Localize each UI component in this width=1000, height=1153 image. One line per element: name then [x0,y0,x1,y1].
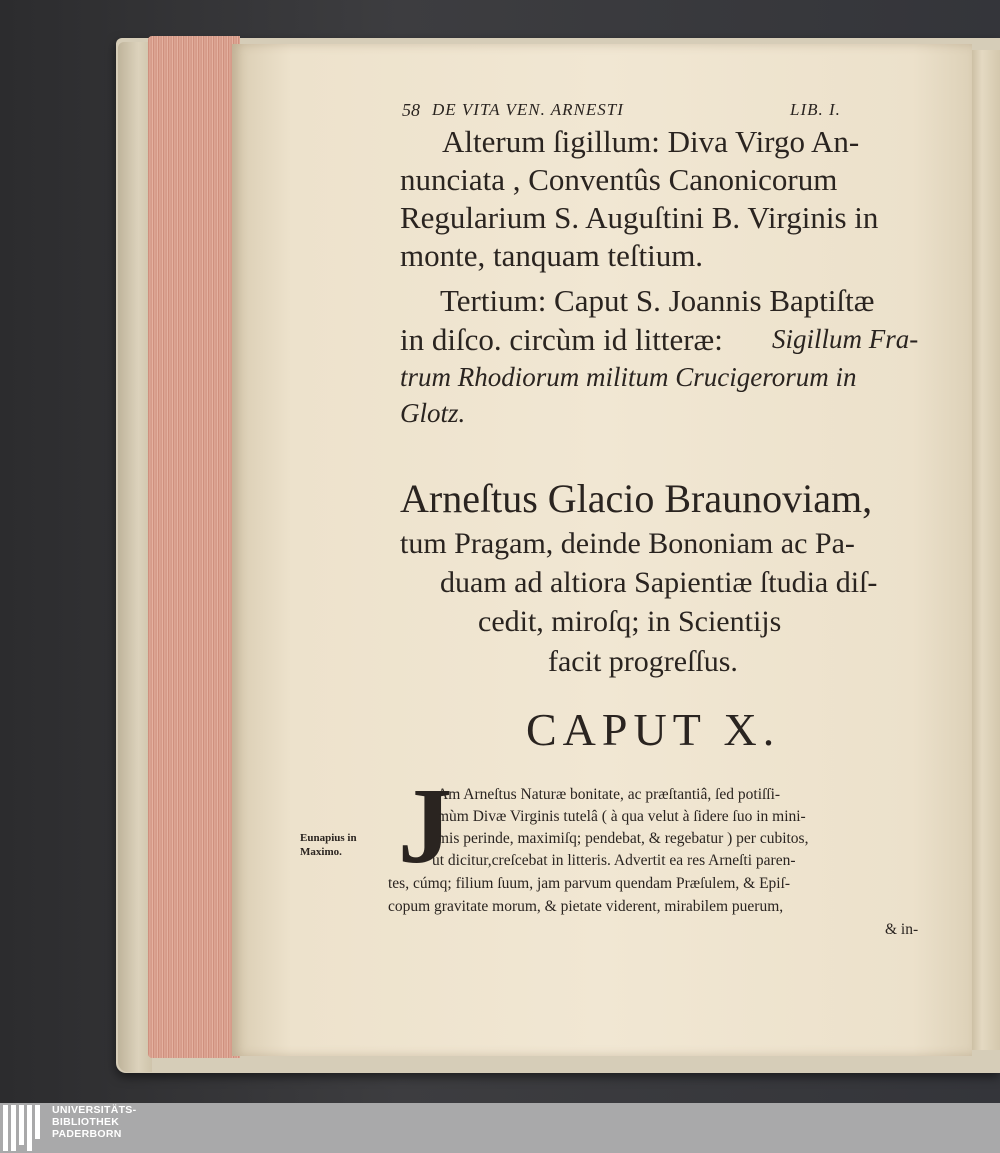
text-line: nunciata , Conventûs Canonicorum [400,162,838,197]
catchword: & in- [885,921,919,938]
text-line: monte, tanquam teſtium. [400,238,704,273]
chapter-heading: CAPUT X. [526,704,781,755]
footer-bar [0,1103,1000,1153]
summary-line: cedit, miroſq; in Scientijs [478,605,782,638]
page-number: 58 [402,100,420,120]
book-number: LIB. I. [790,100,841,119]
text-line-italic: Sigillum Fra- [772,324,919,354]
summary-line: Arneſtus Glacio Braunoviam, [400,476,873,521]
summary-line: tum Pragam, deinde Bononiam ac Pa- [400,527,855,560]
text-line-italic: trum Rhodiorum militum Crucigerorum in [400,362,857,392]
book-right-edge [970,50,1000,1050]
body-line: Am Arneſtus Naturæ bonitate, ac præſtantiâ, ſed potiſſi- [437,786,781,803]
text-line-italic: Glotz. [400,398,466,428]
marginal-note: Eunapius in [300,832,357,844]
text-line: Regularium S. Auguſtini B. Virginis in [400,200,879,235]
body-line: mùm Divæ Virginis tutelâ ( à qua velut à ſidere ſuo in mini- [437,808,806,825]
summary-line: facit progreſſus. [548,645,738,678]
body-line: mis perinde, maximiſq; pendebat, & regebatur ) per cubitos, [437,830,809,847]
institution-line: UNIVERSITÄTS- [52,1104,137,1116]
drop-cap: J [398,767,452,886]
institution-line: BIBLIOTHEK [52,1116,120,1128]
ub-paderborn-logo [3,1105,43,1151]
text-line: Tertium: Caput S. Joannis Baptiſtæ [440,283,875,318]
marginal-note: Maximo. [300,846,342,858]
running-title: DE VITA VEN. ARNESTI [432,100,624,119]
body-line: ut dicitur,creſcebat in litteris. Advertit ea res Arneſti paren- [432,852,796,869]
book-spine [118,42,152,1072]
institution-line: PADERBORN [52,1128,122,1140]
body-line: copum gravitate morum, & pietate viderent, mirabilem puerum, [388,898,784,915]
summary-line: duam ad altiora Sapientiæ ſtudia diſ- [440,566,878,599]
body-line: tes, cúmq; filium ſuum, jam parvum quendam Præſulem, & Epiſ- [388,875,791,892]
text-line: Alterum ſigillum: Diva Virgo An- [442,124,860,159]
page-edges [148,36,240,1058]
text-line: in diſco. circùm id litteræ: [400,322,723,357]
